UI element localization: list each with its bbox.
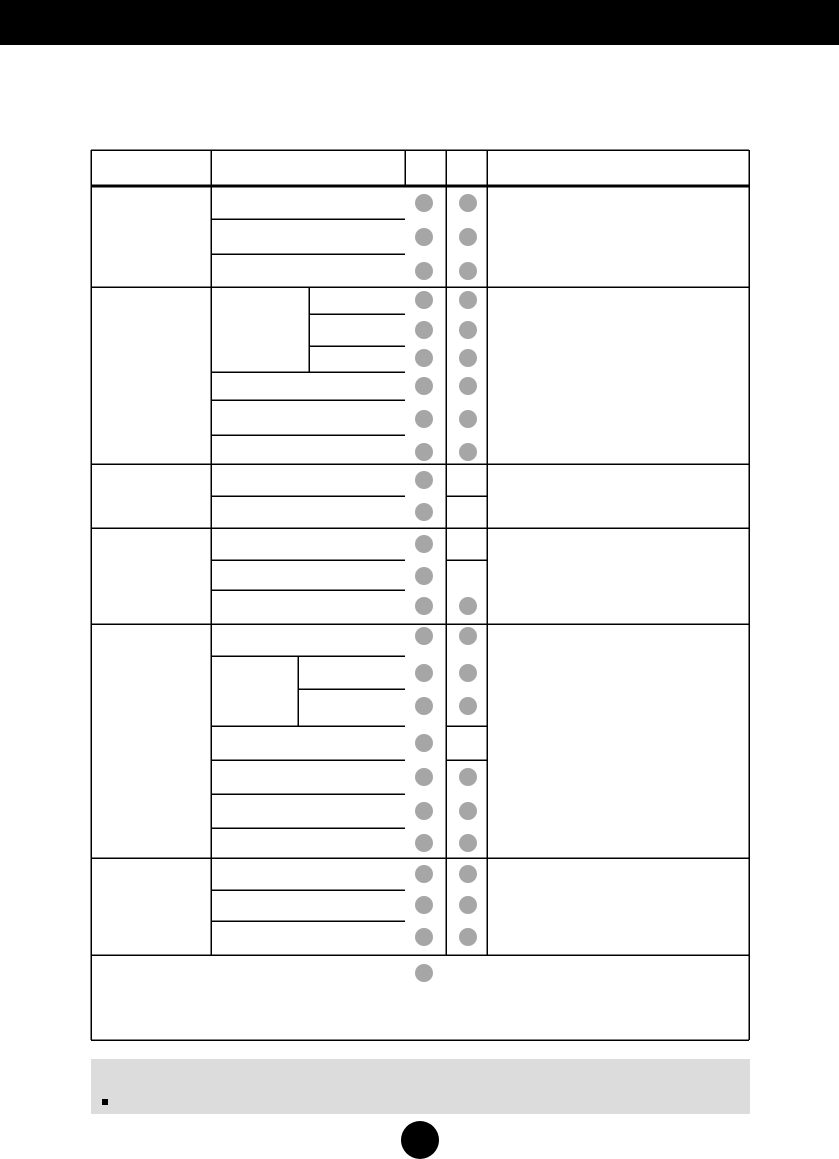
availability-dot [459,896,477,914]
availability-dot [415,928,433,946]
availability-dot [459,194,477,212]
availability-dot [415,802,433,820]
availability-dot [415,410,433,428]
availability-dot [459,410,477,428]
availability-dot [459,291,477,309]
note-box [91,1059,750,1114]
note-bullet-icon [102,1099,108,1105]
availability-dot [459,349,477,367]
availability-dot [459,834,477,852]
availability-dot [459,865,477,883]
availability-dot [415,443,433,461]
availability-dot [459,928,477,946]
availability-dot [415,627,433,645]
page-number-badge [401,1121,439,1159]
availability-dot [415,321,433,339]
availability-dot [415,377,433,395]
availability-dot [415,567,433,585]
availability-dot [415,865,433,883]
availability-dot [415,194,433,212]
availability-dot [415,964,433,982]
availability-dot [415,503,433,521]
availability-dot [415,291,433,309]
availability-dot [415,896,433,914]
availability-dot [459,627,477,645]
availability-dot [415,262,433,280]
availability-dot [459,664,477,682]
availability-dot [415,535,433,553]
availability-dot [415,471,433,489]
availability-dot [415,664,433,682]
availability-dot [415,768,433,786]
availability-dot [459,443,477,461]
availability-dot [415,697,433,715]
availability-dot [415,734,433,752]
availability-dot [415,834,433,852]
availability-dot [459,377,477,395]
availability-dot [415,597,433,615]
availability-dot [459,597,477,615]
availability-dot [459,768,477,786]
availability-dot [459,262,477,280]
availability-dot [415,228,433,246]
availability-dot [459,802,477,820]
availability-dot [415,349,433,367]
availability-dot [459,321,477,339]
availability-dot [459,228,477,246]
availability-dot [459,697,477,715]
